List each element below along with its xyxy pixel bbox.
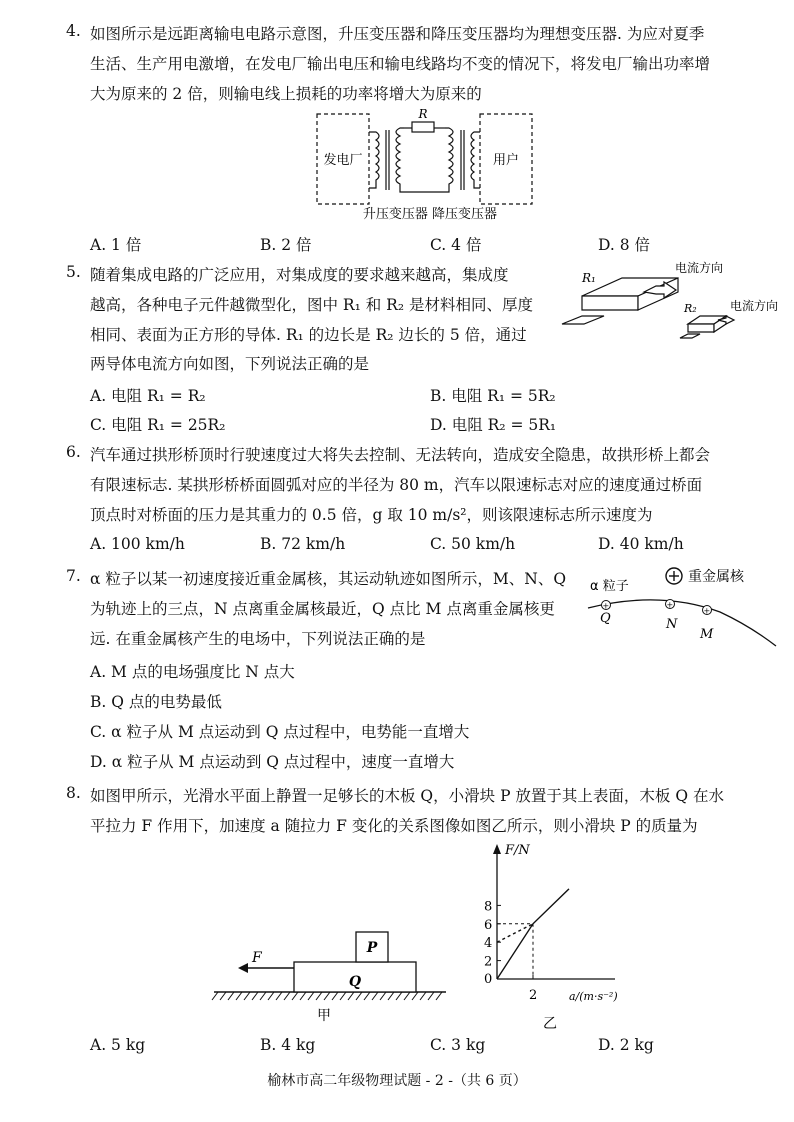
page-footer: 榆林市高二年级物理试题 - 2 -（共 6 页） [267,1073,527,1089]
q6-option-a[interactable]: A. 100 km/h [90,535,185,553]
force-label: F [252,950,262,966]
origin-label: 0 [484,972,493,987]
current-direction-1: 电流方向 [675,261,724,275]
q8-option-c[interactable]: C. 3 kg [430,1036,486,1054]
q8-chart-yi [465,842,625,1032]
figure-yi-caption: 乙 [543,1016,557,1032]
q4-line-2: 生活、生产用电激增，在发电厂输出电压和输电线路均不变的情况下，将发电厂输出功率增 [90,55,711,73]
q6-option-c[interactable]: C. 50 km/h [430,535,516,553]
q8-option-a[interactable]: A. 5 kg [90,1036,146,1054]
y-tick-label-6: 6 [484,917,493,933]
q4-option-a[interactable]: A. 1 倍 [90,236,142,254]
y-tick-label-4: 4 [484,936,493,952]
stepup-secondary-coil [396,128,404,192]
q4-line-1: 如图所示是远距离输电电路示意图，升压变压器和降压变压器均为理想变压器. 为应对夏季 [90,25,705,43]
alpha-particle-label: α 粒子 [590,579,629,594]
stepup-primary-coil [369,132,379,188]
svg-text:+: + [602,601,610,611]
q8-number: 8. [66,784,81,802]
resistor-label: R [418,107,428,121]
q6-option-d[interactable]: D. 40 km/h [598,535,684,553]
plant-label: 发电厂 [323,153,363,168]
block-p-label: P [366,940,378,956]
q4-line-3: 大为原来的 2 倍，则输电线上损耗的功率将增大为原来的 [90,85,482,103]
q4-option-d[interactable]: D. 8 倍 [598,236,651,254]
q5-option-a[interactable]: A. 电阻 R₁ = R₂ [90,387,206,405]
q5-option-c[interactable]: C. 电阻 R₁ = 25R₂ [90,416,226,434]
q7-option-c[interactable]: C. α 粒子从 M 点运动到 Q 点过程中，电势能一直增大 [90,723,470,741]
q5-number: 5. [66,263,81,281]
ground-hatching [212,992,442,1000]
q6-line-1: 汽车通过拱形桥顶时行驶速度过大将失去控制、无法转向，造成安全隐患，故拱形桥上都会 [90,446,711,464]
q7-option-d[interactable]: D. α 粒子从 M 点运动到 Q 点过程中，速度一直增大 [90,753,455,771]
trajectory-curve [588,600,776,646]
q7-option-b[interactable]: B. Q 点的电势最低 [90,693,222,711]
q6-line-2: 有限速标志. 某拱形桥桥面圆弧对应的半径为 80 m，汽车以限速标志对应的速度通过桥面 [90,476,703,494]
point-m: M [700,627,714,642]
nucleus-label: 重金属核 [688,569,744,585]
svg-text:+: + [666,600,674,610]
r1-label: R₁ [582,271,596,285]
series-line-0 [497,889,569,979]
current-direction-2: 电流方向 [730,299,779,313]
q8-line-2: 平拉力 F 作用下，加速度 a 随拉力 F 变化的关系图像如图乙所示，则小滑块 P 的质量为 [90,817,698,835]
q6-line-3: 顶点时对桥面的压力是其重力的 0.5 倍，g 取 10 m/s²，则该限速标志所示速度为 [90,506,653,524]
q8-figure-jia [210,920,450,1025]
force-arrowhead [238,963,248,973]
q4-figure-caption: 升压变压器 降压变压器 [362,207,498,222]
q5-option-b[interactable]: B. 电阻 R₁ = 5R₂ [430,387,556,405]
q5-line-2: 越高，各种电子元件越微型化，图中 R₁ 和 R₂ 是材料相同、厚度 [90,296,533,314]
q7-trajectory-diagram [580,560,780,650]
y-tick-label-2: 2 [484,954,493,970]
q5-line-3: 相同、表面为正方形的导体. R₁ 的边长是 R₂ 边长的 5 倍，通过 [90,326,527,344]
r2-label: R₂ [684,302,697,315]
figure-jia-caption: 甲 [317,1008,331,1024]
line-resistor [412,122,434,132]
q7-line-1: α 粒子以某一初速度接近重金属核，其运动轨迹如图所示，M、N、Q [90,570,567,588]
point-q: Q [600,611,611,626]
q4-transmission-diagram [300,104,540,224]
q5-line-4: 两导体电流方向如图，下列说法正确的是 [90,355,370,373]
q7-number: 7. [66,567,81,585]
q4-option-b[interactable]: B. 2 倍 [260,236,312,254]
q5-line-1: 随着集成电路的广泛应用，对集成度的要求越来越高，集成度 [90,266,509,284]
q8-line-1: 如图甲所示，光滑水平面上静置一足够长的木板 Q，小滑块 P 放置于其上表面，木板 Q 在水 [90,787,724,805]
q8-option-b[interactable]: B. 4 kg [260,1036,316,1054]
q7-option-a[interactable]: A. M 点的电场强度比 N 点大 [90,663,295,681]
y-tick-label-8: 8 [484,899,493,915]
q4-option-c[interactable]: C. 4 倍 [430,236,482,254]
q6-option-b[interactable]: B. 72 km/h [260,535,346,553]
y-axis-arrow [493,844,501,854]
y-axis-label: F/N [505,843,530,858]
q6-number: 6. [66,443,81,461]
stepdown-secondary-coil [471,132,480,188]
q5-conductors-diagram [560,258,779,348]
q7-line-2: 为轨迹上的三点，N 点离重金属核最近，Q 点比 M 点离重金属核更 [90,600,555,618]
svg-text:+: + [703,606,711,616]
q5-option-d[interactable]: D. 电阻 R₂ = 5R₁ [430,416,557,434]
stepdown-primary-coil [445,128,453,192]
q8-option-d[interactable]: D. 2 kg [598,1036,654,1054]
q4-number: 4. [66,22,81,40]
user-label: 用户 [492,153,520,168]
x-axis-label: a/(m·s⁻²) [569,990,618,1003]
q7-line-3: 远. 在重金属核产生的电场中，下列说法正确的是 [90,630,426,648]
point-n: N [666,617,678,632]
board-q-label: Q [348,974,362,990]
x-tick-label-2: 2 [529,988,538,1003]
